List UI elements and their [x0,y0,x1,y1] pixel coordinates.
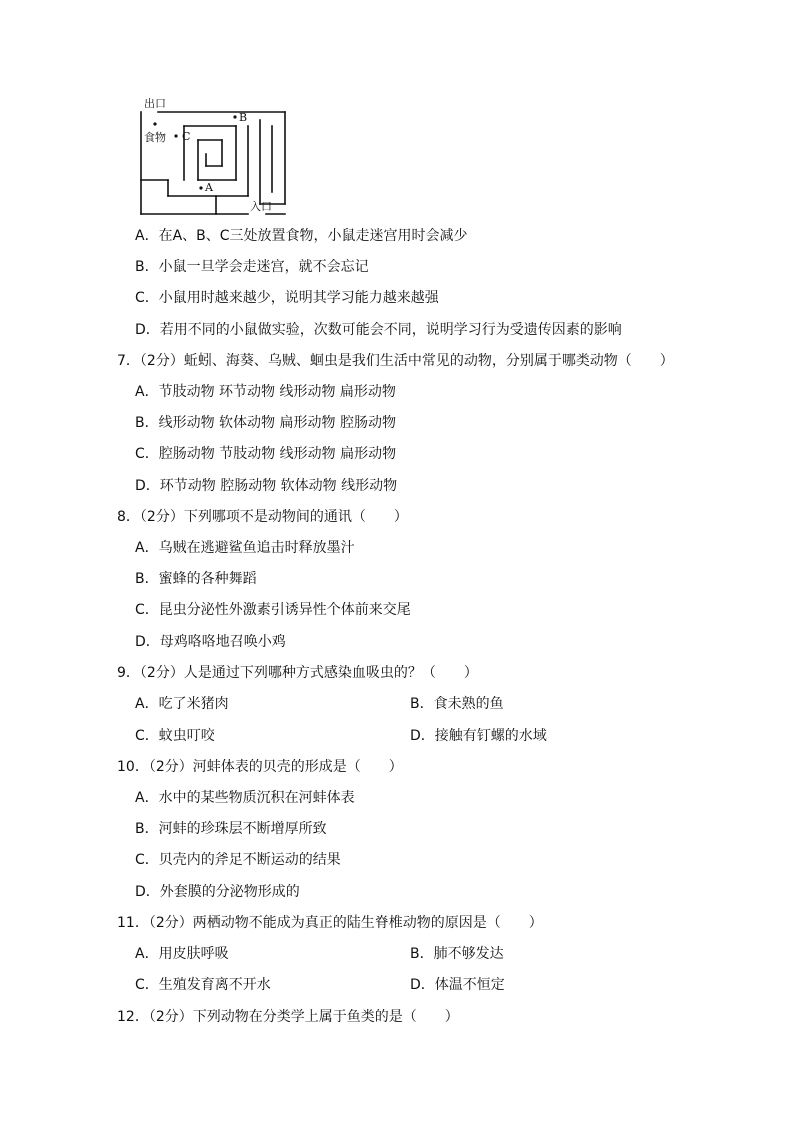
maze-walls [138,96,292,216]
q8-option-a: A．乌贼在逃避鲨鱼追击时释放墨汁 [135,540,355,556]
q9-option-b: B．食未熟的鱼 [410,696,504,712]
q9-option-c: C．蚊虫叮咬 [135,728,215,744]
q8-option-c: C．昆虫分泌性外激素引诱异性个体前来交尾 [135,602,411,618]
q7-stem: 7．（2分）蚯蚓、海葵、乌贼、蛔虫是我们生活中常见的动物，分别属于哪类动物（ ） [117,353,674,369]
q10-option-b: B．河蚌的珍珠层不断增厚所致 [135,821,327,837]
maze-point-c-label: C [182,130,191,143]
q6-option-a: A．在A、B、C三处放置食物，小鼠走迷宫用时会减少 [135,228,468,244]
maze-entrance-label: 入口 [250,200,272,213]
q12-stem: 12．（2分）下列动物在分类学上属于鱼类的是（ ） [117,1009,459,1025]
q9-stem: 9．（2分）人是通过下列哪种方式感染血吸虫的？（ ） [117,665,478,681]
q7-option-b: B．线形动物 软体动物 扁形动物 腔肠动物 [135,415,396,431]
q11-option-d: D．体温不恒定 [410,977,505,993]
q8-option-b: B．蜜蜂的各种舞蹈 [135,571,257,587]
q6-option-b: B．小鼠一旦学会走迷宫，就不会忘记 [135,259,369,275]
maze-point-a-label: A [205,181,213,194]
q9-option-d: D．接触有钉螺的水域 [410,728,547,744]
q11-option-b: B．肺不够发达 [410,946,504,962]
maze-diagram [138,96,292,216]
q11-stem: 11．（2分）两栖动物不能成为真正的陆生脊椎动物的原因是（ ） [117,915,543,931]
q10-option-c: C．贝壳内的斧足不断运动的结果 [135,852,341,868]
q10-stem: 10．（2分）河蚌体表的贝壳的形成是（ ） [117,759,403,775]
q6-option-d: D．若用不同的小鼠做实验，次数可能会不同，说明学习行为受遗传因素的影响 [135,322,622,338]
q7-option-a: A．节肢动物 环节动物 线形动物 扁形动物 [135,384,396,400]
q7-option-d: D．环节动物 腔肠动物 软体动物 线形动物 [135,478,398,494]
q8-option-d: D．母鸡咯咯地召唤小鸡 [135,634,286,650]
q11-option-c: C．生殖发育离不开水 [135,977,271,993]
q9-option-a: A．吃了米猪肉 [135,696,229,712]
q8-stem: 8．（2分）下列哪项不是动物间的通讯（ ） [117,509,408,525]
maze-food-label: 食物 [144,131,166,144]
maze-point-b-label: B [239,111,248,124]
q10-option-d: D．外套膜的分泌物形成的 [135,884,300,900]
q11-option-a: A．用皮肤呼吸 [135,946,229,962]
q6-option-c: C．小鼠用时越来越少，说明其学习能力越来越强 [135,290,439,306]
q7-option-c: C．腔肠动物 节肢动物 线形动物 扁形动物 [135,446,397,462]
maze-exit-label: 出口 [144,97,166,110]
q10-option-a: A．水中的某些物质沉积在河蚌体表 [135,790,355,806]
